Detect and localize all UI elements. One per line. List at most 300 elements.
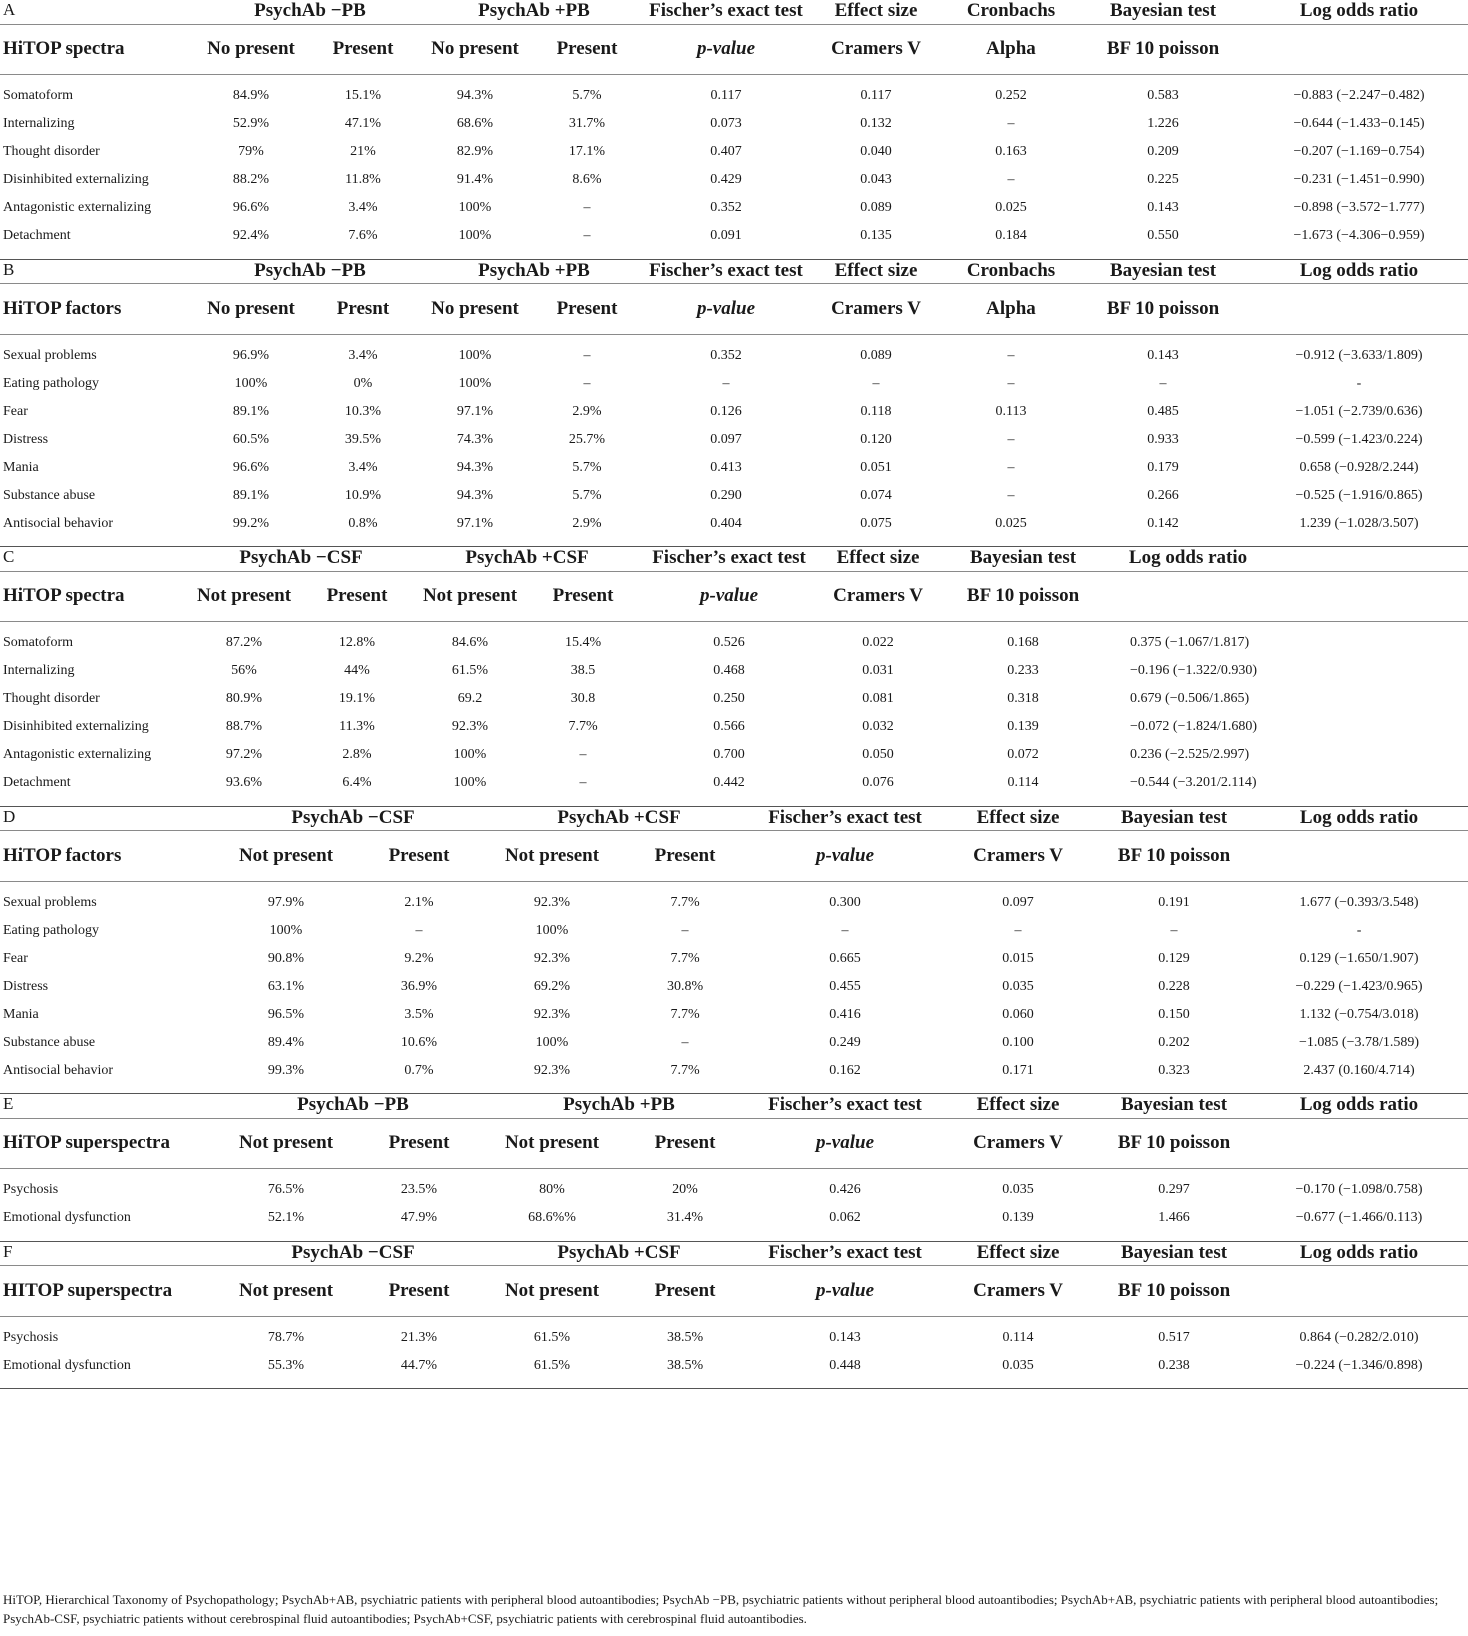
data-cell: 9.2% <box>404 950 434 966</box>
category-header: HiTOP superspectra <box>3 1132 170 1154</box>
row-label: Substance abuse <box>3 487 96 503</box>
data-cell: 89.4% <box>267 1034 305 1050</box>
data-cell: 0.132 <box>860 116 892 131</box>
column-header: Present <box>388 1132 450 1154</box>
panel-f-table <box>0 1242 1468 1390</box>
data-cell: 0.025 <box>995 515 1027 531</box>
data-cell: – <box>681 922 689 938</box>
row-label: Antisocial behavior <box>3 1062 114 1078</box>
data-cell: 0.051 <box>860 459 892 475</box>
data-cell: 0.290 <box>710 487 742 503</box>
column-header: p-value <box>816 844 875 866</box>
group-header: Fischer’s exact test <box>652 547 806 568</box>
data-cell: 0.526 <box>713 635 745 650</box>
data-cell: 0.566 <box>713 719 745 734</box>
table-row <box>0 222 1468 250</box>
data-cell: 0.089 <box>860 200 892 215</box>
data-cell: 38.5% <box>666 1329 704 1345</box>
data-cell: 0.184 <box>995 228 1027 243</box>
group-header: PsychAb +PB <box>478 259 590 281</box>
data-cell: – <box>681 1034 689 1050</box>
group-header: Log odds ratio <box>1299 1241 1419 1263</box>
data-cell: 100% <box>458 375 492 391</box>
data-cell: 0.025 <box>995 200 1027 215</box>
data-cell: – <box>583 347 591 363</box>
data-cell: 100% <box>458 347 492 363</box>
group-header: Effect size <box>976 1241 1060 1263</box>
column-header <box>1108 572 1468 622</box>
data-cell: −0.196 (−1.322/0.930) <box>1130 663 1258 678</box>
group-header: PsychAb +CSF <box>557 1241 681 1263</box>
data-cell: 0.318 <box>1007 691 1039 706</box>
column-header <box>1250 1119 1468 1169</box>
data-cell: 91.4% <box>456 172 494 187</box>
data-cell: 94.3% <box>456 88 494 103</box>
data-cell: 0.228 <box>1158 978 1190 994</box>
data-cell: 8.6% <box>572 172 602 187</box>
data-cell: 7.7% <box>568 719 598 734</box>
table-row <box>0 166 1468 194</box>
data-cell: 12.8% <box>338 635 376 650</box>
data-cell: – <box>1159 375 1167 391</box>
data-cell: 0.700 <box>713 747 745 762</box>
table-row <box>0 889 1468 917</box>
data-cell: 100% <box>269 922 303 938</box>
column-header <box>1250 284 1468 334</box>
row-label: Thought disorder <box>3 691 100 706</box>
row-label: Antisocial behavior <box>3 515 114 531</box>
data-cell: 0.679 (−0.506/1.865) <box>1130 691 1250 706</box>
data-cell: 88.7% <box>225 719 263 734</box>
column-header: Present <box>326 585 388 607</box>
data-cell: 0.171 <box>1002 1062 1034 1078</box>
column-header: p-value <box>696 38 756 60</box>
row-label: Eating pathology <box>3 922 100 938</box>
group-header: PsychAb −PB <box>254 259 366 281</box>
data-cell: 39.5% <box>344 431 382 447</box>
data-cell: 0.517 <box>1158 1329 1190 1345</box>
data-cell: 0.323 <box>1158 1062 1190 1078</box>
data-cell: 0.129 <box>1158 950 1190 966</box>
data-cell: 3.4% <box>348 347 378 363</box>
data-cell: 78.7% <box>267 1329 305 1345</box>
data-cell: 0.297 <box>1158 1182 1190 1197</box>
panel-b-table <box>0 260 1468 548</box>
data-cell: 0.117 <box>860 88 892 103</box>
data-cell: – <box>1007 459 1015 475</box>
data-cell: 80% <box>539 1182 565 1197</box>
data-cell: 20% <box>672 1182 698 1197</box>
data-cell: 0.113 <box>995 403 1027 419</box>
data-cell: 69.2 <box>457 691 483 706</box>
data-cell: 92.3% <box>533 894 571 910</box>
data-cell: 0.040 <box>860 144 892 159</box>
panel-label: C <box>3 547 15 566</box>
data-cell: −1.673 (−4.306−0.959) <box>1293 228 1425 243</box>
group-header: PsychAb +CSF <box>465 547 589 568</box>
group-header: Log odds ratio <box>1299 1094 1419 1115</box>
data-cell: 0.072 <box>1007 747 1039 762</box>
group-header: Fischer’s exact test <box>649 0 803 21</box>
panel-label: F <box>3 1241 13 1261</box>
data-cell: 0.658 (−0.928/2.244) <box>1299 459 1419 475</box>
category-header: HiTOP factors <box>3 844 122 866</box>
data-cell: 61.5% <box>533 1357 571 1373</box>
data-cell: 0.081 <box>862 691 894 706</box>
row-label: Emotional dysfunction <box>3 1357 131 1373</box>
data-cell: 0.485 <box>1147 403 1179 419</box>
column-header: Presnt <box>336 297 390 319</box>
data-cell: 0.135 <box>860 228 892 243</box>
category-header: HiTOP spectra <box>3 585 125 607</box>
table-row <box>0 510 1468 538</box>
data-cell: 2.437 (0.160/4.714) <box>1303 1062 1415 1078</box>
column-header: Cramers V <box>831 38 921 60</box>
table-row <box>0 713 1468 741</box>
table-footnote: HiTOP, Hierarchical Taxonomy of Psychopathology; PsychAb+AB, psychiatric patients with peripheral blood autoantibodies; PsychAb −PB, psychiatric patients without peripheral blood autoantibodies; PsychAb+AB, psychiatric patients with peripheral blood autoantibodies; PsychAb-CSF, psychiatric patients without cerebrospinal fluid autoantibodies; PsychAb+CSF, psychiatric patients with cerebrospinal fluid autoantibodies. <box>3 1592 1439 1626</box>
data-cell: −0.207 (−1.169−0.754) <box>1293 144 1425 159</box>
panel-d-table <box>0 807 1468 1095</box>
table-row <box>0 657 1468 685</box>
row-label: Detachment <box>3 775 71 790</box>
data-cell: 36.9% <box>400 978 438 994</box>
table-row <box>0 741 1468 769</box>
data-cell: 1.466 <box>1158 1210 1190 1225</box>
data-cell: 0.074 <box>860 487 892 503</box>
data-cell: −0.231 (−1.451−0.990) <box>1293 172 1425 187</box>
category-header: HiTOP factors <box>3 297 122 319</box>
data-cell: −0.644 (−1.433−0.145) <box>1293 116 1425 131</box>
column-header: Present <box>654 1132 716 1154</box>
data-cell: 0.097 <box>1002 894 1034 910</box>
data-cell: 0.249 <box>829 1034 861 1050</box>
data-cell: 0.062 <box>829 1210 861 1225</box>
data-cell: 0.043 <box>860 172 892 187</box>
table-row <box>0 426 1468 454</box>
column-header: Alpha <box>986 38 1036 60</box>
data-cell: 0.035 <box>1002 1357 1034 1373</box>
data-cell: 0.032 <box>862 719 894 734</box>
data-cell: 0.142 <box>1147 515 1179 531</box>
data-cell: 0.933 <box>1147 431 1179 447</box>
data-cell: 0.162 <box>829 1062 861 1078</box>
column-header: Cramers V <box>833 585 923 607</box>
data-cell: – <box>415 922 423 938</box>
table-row <box>0 1001 1468 1029</box>
data-cell: −0.677 (−1.466/0.113) <box>1295 1210 1423 1225</box>
column-header: Not present <box>238 1132 334 1154</box>
data-cell: 68.6%% <box>528 1210 576 1225</box>
data-cell: 96.9% <box>232 347 270 363</box>
data-cell: 0.060 <box>1002 1006 1034 1022</box>
data-cell: −0.525 (−1.916/0.865) <box>1295 487 1423 503</box>
group-header: Bayesian test <box>1120 1094 1228 1115</box>
data-cell: 94.3% <box>456 459 494 475</box>
column-header: Not present <box>196 585 292 607</box>
data-cell: 0.864 (−0.282/2.010) <box>1299 1329 1419 1345</box>
data-cell: 0.266 <box>1147 487 1179 503</box>
category-header: HiTOP spectra <box>3 38 125 60</box>
group-header: Effect size <box>976 1094 1060 1115</box>
data-cell: – <box>1170 922 1178 938</box>
data-cell: 0.097 <box>710 431 742 447</box>
table-row <box>0 110 1468 138</box>
data-cell: 0.404 <box>710 515 742 531</box>
data-cell: 92.4% <box>232 228 270 243</box>
data-cell: 0.129 (−1.650/1.907) <box>1299 950 1419 966</box>
column-header <box>1250 1266 1468 1316</box>
data-cell: 56% <box>231 663 257 678</box>
data-cell: 5.7% <box>572 88 602 103</box>
row-label: Mania <box>3 1006 39 1022</box>
data-cell: 87.2% <box>225 635 263 650</box>
data-cell: 0.468 <box>713 663 745 678</box>
column-header: BF 10 poisson <box>1117 1279 1231 1301</box>
data-cell: 44.7% <box>400 1357 438 1373</box>
data-cell: 7.7% <box>670 894 700 910</box>
data-cell: 0.150 <box>1158 1006 1190 1022</box>
data-cell: 100% <box>458 200 492 215</box>
data-cell: 10.6% <box>400 1034 438 1050</box>
data-cell: 0.429 <box>710 172 742 187</box>
data-cell: 0.7% <box>404 1062 434 1078</box>
data-cell: 0.073 <box>710 116 742 131</box>
column-header: p-value <box>700 585 759 607</box>
data-cell: 89.1% <box>232 487 270 503</box>
data-cell: 92.3% <box>533 1006 571 1022</box>
column-header: No present <box>431 297 519 319</box>
data-cell: – <box>1007 172 1015 187</box>
data-cell: 0.448 <box>829 1357 861 1373</box>
column-header: Present <box>556 297 618 319</box>
group-header-row <box>0 260 1468 284</box>
table-row <box>0 370 1468 398</box>
column-header: Cramers V <box>973 844 1063 866</box>
row-label: Eating pathology <box>3 375 100 391</box>
data-cell: – <box>872 375 880 391</box>
group-header: Effect size <box>976 806 1060 828</box>
data-cell: 0.120 <box>860 431 892 447</box>
subheader-row <box>0 572 1468 622</box>
row-label: Sexual problems <box>3 894 97 910</box>
data-cell: 7.6% <box>348 228 378 243</box>
data-cell: 11.3% <box>339 719 375 734</box>
data-cell: 0.091 <box>710 228 742 243</box>
row-label: Sexual problems <box>3 347 97 363</box>
panel-label: D <box>3 806 16 826</box>
data-cell: 0.022 <box>862 635 894 650</box>
data-cell: 0.089 <box>860 347 892 363</box>
data-cell: 3.4% <box>348 459 378 475</box>
column-header: BF 10 poisson <box>1117 1132 1231 1154</box>
data-cell: 89.1% <box>232 403 270 419</box>
row-label: Distress <box>3 978 49 994</box>
row-label: Mania <box>3 459 39 475</box>
column-header: p-value <box>816 1279 875 1301</box>
data-cell: 2.9% <box>572 515 602 531</box>
data-cell: 1.226 <box>1147 116 1179 131</box>
data-cell: 80.9% <box>225 691 263 706</box>
data-cell: 17.1% <box>568 144 606 159</box>
group-header: PsychAb −CSF <box>291 1241 415 1263</box>
data-cell: – <box>579 775 587 790</box>
data-cell: 38.5 <box>570 663 596 678</box>
data-cell: 15.4% <box>564 635 602 650</box>
table-row <box>0 482 1468 510</box>
data-cell: 0.375 (−1.067/1.817) <box>1130 635 1250 650</box>
data-cell: 3.4% <box>348 200 378 215</box>
data-cell: 68.6% <box>456 116 494 131</box>
data-cell: 0.163 <box>995 144 1027 159</box>
column-header: Not present <box>238 1279 334 1301</box>
column-header: Alpha <box>986 297 1036 319</box>
row-label: Detachment <box>3 228 71 243</box>
data-cell: 69.2% <box>533 978 571 994</box>
table-row <box>0 917 1468 945</box>
data-cell: – <box>583 375 591 391</box>
data-cell: 60.5% <box>232 431 270 447</box>
data-cell: 97.9% <box>267 894 305 910</box>
column-header: Present <box>332 38 394 60</box>
group-header: PsychAb −CSF <box>291 806 415 828</box>
panel-c-table <box>0 547 1468 807</box>
row-label: Fear <box>3 950 28 966</box>
data-cell: 0.238 <box>1158 1357 1190 1373</box>
group-header: Bayesian test <box>1109 0 1217 21</box>
group-header: Bayesian test <box>1109 259 1217 281</box>
data-cell: 84.9% <box>232 88 270 103</box>
data-cell: 100% <box>453 747 487 762</box>
column-header: Not present <box>504 844 600 866</box>
column-header: No present <box>431 38 519 60</box>
table-row <box>0 194 1468 222</box>
group-header: Bayesian test <box>969 547 1077 568</box>
data-cell: 0% <box>353 375 373 391</box>
group-header-row <box>0 1094 1468 1118</box>
data-cell: 0.407 <box>710 144 742 159</box>
data-cell: 55.3% <box>267 1357 305 1373</box>
data-cell: 6.4% <box>342 775 372 790</box>
data-cell: −1.085 (−3.78/1.589) <box>1299 1034 1420 1050</box>
data-cell: – <box>841 922 849 938</box>
data-cell: 97.1% <box>456 403 494 419</box>
subheader-row <box>0 1119 1468 1169</box>
table-row <box>0 1204 1468 1232</box>
data-cell: 100% <box>535 922 569 938</box>
data-cell: 94.3% <box>456 487 494 503</box>
group-header: Fischer’s exact test <box>768 1094 922 1115</box>
group-header-row <box>0 547 1468 571</box>
data-cell: 7.7% <box>670 1062 700 1078</box>
table-row <box>0 685 1468 713</box>
data-cell: −0.599 (−1.423/0.224) <box>1295 431 1423 447</box>
column-header: Present <box>556 38 618 60</box>
data-cell: 0.252 <box>995 88 1027 103</box>
table-row <box>0 1352 1468 1380</box>
data-cell: 30.8 <box>570 691 596 706</box>
data-cell: 0.233 <box>1007 663 1039 678</box>
data-cell: 52.9% <box>232 116 270 131</box>
data-cell: – <box>579 747 587 762</box>
table-row <box>0 398 1468 426</box>
data-cell: −0.544 (−3.201/2.114) <box>1130 775 1257 790</box>
data-cell: 0.050 <box>862 747 894 762</box>
group-header: PsychAb −PB <box>254 0 366 21</box>
data-cell: −0.072 (−1.824/1.680) <box>1130 719 1258 734</box>
data-cell: 0.035 <box>1002 1182 1034 1197</box>
column-header: Not present <box>504 1279 600 1301</box>
row-label: Internalizing <box>3 663 75 678</box>
data-cell: 21.3% <box>400 1329 438 1345</box>
column-header: BF 10 poisson <box>1117 844 1231 866</box>
group-header: Cronbachs <box>966 0 1056 21</box>
column-header: Cramers V <box>973 1279 1063 1301</box>
column-header: p-value <box>815 1132 875 1154</box>
data-cell: 11.8% <box>345 172 381 187</box>
group-header: Effect size <box>834 0 918 21</box>
data-cell: 3.5% <box>404 1006 434 1022</box>
data-cell: 92.3% <box>533 950 571 966</box>
data-cell: 10.9% <box>344 487 382 503</box>
data-cell: 92.3% <box>533 1062 571 1078</box>
row-label: Fear <box>3 403 28 419</box>
row-label: Somatoform <box>3 88 73 103</box>
table-row <box>0 1057 1468 1085</box>
data-cell: – <box>722 375 730 391</box>
data-cell: 1.677 (−0.393/3.548) <box>1299 894 1419 910</box>
data-cell: 92.3% <box>451 719 489 734</box>
data-cell: 0.035 <box>1002 978 1034 994</box>
data-cell: 19.1% <box>338 691 376 706</box>
data-cell: 82.9% <box>456 144 494 159</box>
data-cell: 0.075 <box>860 515 892 531</box>
column-header: Not present <box>422 585 518 607</box>
data-cell: 23.5% <box>400 1182 438 1197</box>
group-header: Log odds ratio <box>1299 259 1419 281</box>
data-cell: 0.076 <box>862 775 894 790</box>
panel-label: B <box>3 259 15 279</box>
data-cell: 31.4% <box>666 1210 704 1225</box>
data-cell: 0.236 (−2.525/2.997) <box>1130 747 1250 762</box>
data-cell: 63.1% <box>267 978 305 994</box>
data-cell: 1.132 (−0.754/3.018) <box>1299 1006 1419 1022</box>
category-header: HITOP superspectra <box>3 1279 173 1301</box>
row-label: Somatoform <box>3 635 73 650</box>
data-cell: 76.5% <box>267 1182 305 1197</box>
data-cell: 96.5% <box>267 1006 305 1022</box>
column-header: BF 10 poisson <box>1106 297 1220 319</box>
data-cell: 0.139 <box>1007 719 1039 734</box>
row-label: Antagonistic externalizing <box>3 200 152 215</box>
data-cell: 0.352 <box>710 347 742 363</box>
panel-a-table <box>0 0 1468 260</box>
data-cell: 74.3% <box>456 431 494 447</box>
data-cell: – <box>583 228 591 243</box>
data-cell: 2.9% <box>572 403 602 419</box>
panel-label: A <box>3 0 16 19</box>
data-cell: 25.7% <box>568 431 606 447</box>
data-cell: – <box>583 200 591 215</box>
data-cell: 84.6% <box>451 635 489 650</box>
data-cell: 52.1% <box>267 1210 305 1225</box>
row-label: Thought disorder <box>3 144 100 159</box>
group-header: Log odds ratio <box>1299 0 1419 21</box>
subheader-row <box>0 831 1468 881</box>
table-row <box>0 1324 1468 1352</box>
data-cell: – <box>1014 922 1022 938</box>
data-cell: 0.209 <box>1147 144 1179 159</box>
data-cell: – <box>1007 375 1015 391</box>
